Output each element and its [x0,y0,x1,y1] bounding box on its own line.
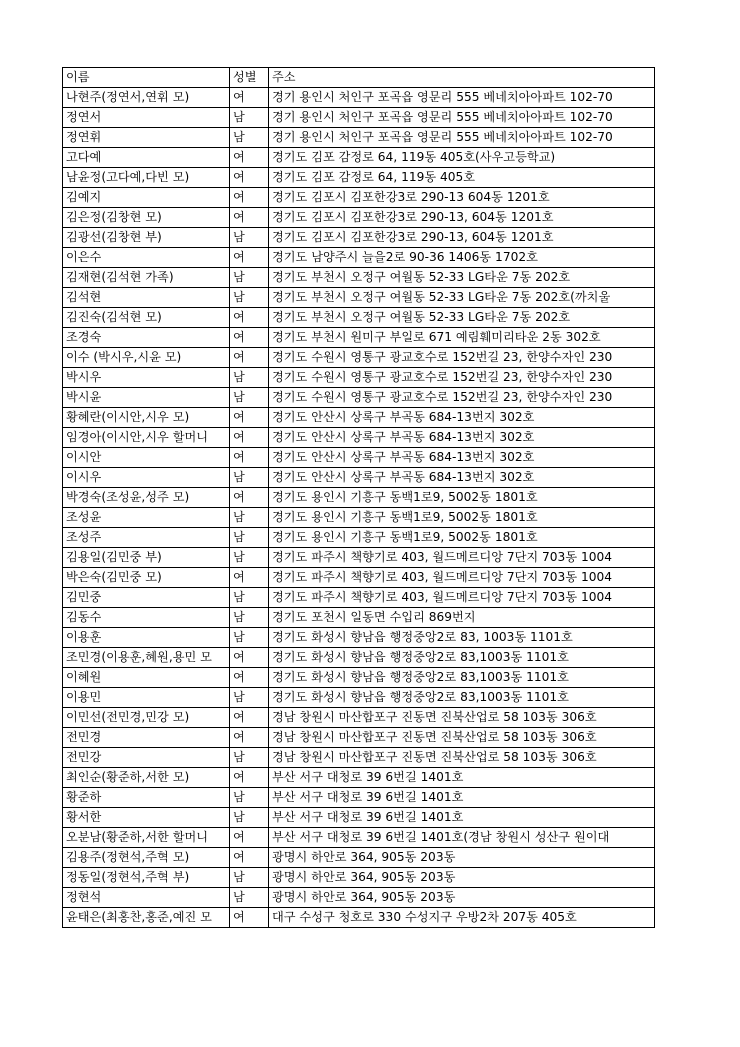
gender-cell[interactable]: 여 [230,708,269,728]
name-cell[interactable]: 이용훈 [63,628,230,648]
table-row [63,808,655,828]
table-row [63,668,655,688]
table-row [63,348,655,368]
name-cell[interactable]: 정연휘 [63,128,230,148]
gender-cell[interactable]: 여 [230,248,269,268]
address-cell[interactable]: 경기도 김포시 김포한강3로 290-13 604동 1201호 [269,188,655,208]
name-cell[interactable]: 전민경 [63,728,230,748]
address-cell[interactable]: 경기도 화성시 향남읍 행정중앙2로 83,1003동 1101호 [269,668,655,688]
address-cell[interactable]: 경기도 파주시 책향기로 403, 월드메르디앙 7단지 703동 1004 [269,548,655,568]
address-cell[interactable]: 경기도 남양주시 늘을2로 90-36 1406동 1702호 [269,248,655,268]
gender-cell[interactable]: 여 [230,408,269,428]
name-cell[interactable]: 오분남(황준하,서한 할머니 [63,828,230,848]
address-cell[interactable]: 경기도 부천시 원미구 부일로 671 예림훼미리타운 2동 302호 [269,328,655,348]
name-cell[interactable]: 조민경(이용훈,혜원,용민 모 [63,648,230,668]
table-row [63,308,655,328]
gender-cell[interactable]: 남 [230,608,269,628]
header-row [63,68,655,88]
address-cell[interactable]: 광명시 하안로 364, 905동 203동 [269,888,655,908]
table-row [63,648,655,668]
table-row [63,528,655,548]
name-cell[interactable]: 이시안 [63,448,230,468]
table-row [63,728,655,748]
table-row [63,888,655,908]
gender-cell[interactable]: 여 [230,188,269,208]
gender-cell[interactable]: 여 [230,308,269,328]
table-row [63,368,655,388]
name-cell[interactable]: 최인순(황준하,서한 모) [63,768,230,788]
name-cell[interactable]: 정현석 [63,888,230,908]
address-cell[interactable]: 경기도 용인시 기흥구 동백1로9, 5002동 1801호 [269,528,655,548]
address-cell[interactable]: 경기도 김포시 김포한강3로 290-13, 604동 1201호 [269,228,655,248]
gender-cell[interactable]: 남 [230,368,269,388]
table-row [63,288,655,308]
name-cell[interactable]: 이은수 [63,248,230,268]
name-cell[interactable]: 조성윤 [63,508,230,528]
address-cell[interactable]: 경기도 파주시 책향기로 403, 월드메르디앙 7단지 703동 1004 [269,568,655,588]
address-cell[interactable]: 경기도 용인시 기흥구 동백1로9, 5002동 1801호 [269,508,655,528]
table-row [63,468,655,488]
address-cell[interactable]: 부산 서구 대청로 39 6번길 1401호 [269,808,655,828]
address-cell[interactable]: 광명시 하안로 364, 905동 203동 [269,848,655,868]
gender-cell[interactable]: 여 [230,348,269,368]
gender-cell[interactable]: 여 [230,828,269,848]
header-address[interactable]: 주소 [269,68,655,88]
table-row [63,708,655,728]
name-cell[interactable]: 이용민 [63,688,230,708]
gender-cell[interactable]: 여 [230,728,269,748]
name-cell[interactable]: 김민중 [63,588,230,608]
table-row [63,188,655,208]
gender-cell[interactable]: 남 [230,548,269,568]
gender-cell[interactable]: 남 [230,508,269,528]
table-row [63,608,655,628]
address-cell[interactable]: 경기도 안산시 상록구 부곡동 684-13번지 302호 [269,428,655,448]
name-cell[interactable]: 황서한 [63,808,230,828]
address-cell[interactable]: 경기도 수원시 영통구 광교호수로 152번길 23, 한양수자인 230 [269,388,655,408]
gender-cell[interactable]: 여 [230,328,269,348]
gender-cell[interactable]: 남 [230,268,269,288]
address-cell[interactable]: 경기도 김포 감정로 64, 119동 405호(사우고등학교) [269,148,655,168]
name-cell[interactable]: 김석현 [63,288,230,308]
gender-cell[interactable]: 여 [230,668,269,688]
header-name[interactable]: 이름 [63,68,230,88]
table-row [63,108,655,128]
table-row [63,868,655,888]
gender-cell[interactable]: 여 [230,908,269,928]
table-row [63,548,655,568]
gender-cell[interactable]: 남 [230,748,269,768]
table-row [63,408,655,428]
gender-cell[interactable]: 여 [230,768,269,788]
address-cell[interactable]: 경기도 부천시 오정구 여월동 52-33 LG타운 7동 202호 [269,308,655,328]
gender-cell[interactable]: 남 [230,468,269,488]
name-cell[interactable]: 남윤정(고다예,다빈 모) [63,168,230,188]
gender-cell[interactable]: 남 [230,388,269,408]
table-row [63,208,655,228]
gender-cell[interactable]: 남 [230,228,269,248]
name-cell[interactable]: 임경아(이시안,시우 할머니 [63,428,230,448]
gender-cell[interactable]: 여 [230,648,269,668]
gender-cell[interactable]: 여 [230,208,269,228]
address-cell[interactable]: 부산 서구 대청로 39 6번길 1401호 [269,788,655,808]
name-cell[interactable]: 김예지 [63,188,230,208]
name-cell[interactable]: 조성주 [63,528,230,548]
address-cell[interactable]: 경기도 부천시 오정구 여월동 52-33 LG타운 7동 202호 [269,268,655,288]
table-row [63,508,655,528]
address-cell[interactable]: 광명시 하안로 364, 905동 203동 [269,868,655,888]
gender-cell[interactable]: 남 [230,288,269,308]
address-cell[interactable]: 부산 서구 대청로 39 6번길 1401호 [269,768,655,788]
address-cell[interactable]: 경기도 화성시 향남읍 행정중앙2로 83,1003동 1101호 [269,688,655,708]
gender-cell[interactable]: 여 [230,168,269,188]
address-cell[interactable]: 경기 용인시 처인구 포곡읍 영문리 555 베네치아아파트 102-70 [269,108,655,128]
address-cell[interactable]: 대구 수성구 청호로 330 수성지구 우방2차 207동 405호 [269,908,655,928]
table-row [63,788,655,808]
address-cell[interactable]: 경기도 수원시 영통구 광교호수로 152번길 23, 한양수자인 230 [269,368,655,388]
table-row [63,128,655,148]
address-cell[interactable]: 경기도 안산시 상록구 부곡동 684-13번지 302호 [269,448,655,468]
name-cell[interactable]: 박은숙(김민중 모) [63,568,230,588]
name-cell[interactable]: 황혜란(이시안,시우 모) [63,408,230,428]
table-row [63,848,655,868]
gender-cell[interactable]: 여 [230,488,269,508]
table-row [63,148,655,168]
name-cell[interactable]: 김재현(김석현 가족) [63,268,230,288]
table-row [63,248,655,268]
gender-cell[interactable]: 남 [230,788,269,808]
address-cell[interactable]: 부산 서구 대청로 39 6번길 1401호(경남 창원시 성산구 원이대 [269,828,655,848]
address-cell[interactable]: 경기도 파주시 책향기로 403, 월드메르디앙 7단지 703동 1004 [269,588,655,608]
address-cell[interactable]: 경기도 포천시 일동면 수입리 869번지 [269,608,655,628]
address-cell[interactable]: 경기 용인시 처인구 포곡읍 영문리 555 베네치아아파트 102-70 [269,128,655,148]
table-row [63,908,655,928]
name-cell[interactable]: 김은정(김창현 모) [63,208,230,228]
address-cell[interactable]: 경기도 부천시 오정구 여월동 52-33 LG타운 7동 202호(까치울 [269,288,655,308]
name-cell[interactable]: 박시윤 [63,388,230,408]
gender-cell[interactable]: 남 [230,808,269,828]
gender-cell[interactable]: 남 [230,588,269,608]
name-cell[interactable]: 황준하 [63,788,230,808]
table-row [63,748,655,768]
name-cell[interactable]: 이혜원 [63,668,230,688]
table-row [63,588,655,608]
name-cell[interactable]: 김광선(김창현 부) [63,228,230,248]
name-cell[interactable]: 정연서 [63,108,230,128]
gender-cell[interactable]: 남 [230,888,269,908]
table-row [63,328,655,348]
name-cell[interactable]: 전민강 [63,748,230,768]
gender-cell[interactable]: 남 [230,688,269,708]
name-cell[interactable]: 김용주(정현석,주혁 모) [63,848,230,868]
table-row [63,388,655,408]
name-cell[interactable]: 이민선(전민경,민강 모) [63,708,230,728]
address-cell[interactable]: 경기도 수원시 영통구 광교호수로 152번길 23, 한양수자인 230 [269,348,655,368]
gender-cell[interactable]: 여 [230,88,269,108]
name-cell[interactable]: 조경숙 [63,328,230,348]
address-cell[interactable]: 경기도 화성시 향남읍 행정중앙2로 83,1003동 1101호 [269,648,655,668]
address-cell[interactable]: 경기도 안산시 상록구 부곡동 684-13번지 302호 [269,408,655,428]
table-row [63,88,655,108]
name-cell[interactable]: 고다예 [63,148,230,168]
table-body [63,88,655,928]
name-cell[interactable]: 이수 (박시우,시윤 모) [63,348,230,368]
header-gender[interactable]: 성별 [230,68,269,88]
address-cell[interactable]: 경기 용인시 처인구 포곡읍 영문리 555 베네치아아파트 102-70 [269,88,655,108]
address-cell[interactable]: 경남 창원시 마산합포구 진동면 진북산업로 58 103동 306호 [269,748,655,768]
address-cell[interactable]: 경남 창원시 마산합포구 진동면 진북산업로 58 103동 306호 [269,728,655,748]
name-cell[interactable]: 나현주(정연서,연휘 모) [63,88,230,108]
table-row [63,568,655,588]
gender-cell[interactable]: 여 [230,568,269,588]
gender-cell[interactable]: 여 [230,148,269,168]
address-cell[interactable]: 경남 창원시 마산합포구 진동면 진북산업로 58 103동 306호 [269,708,655,728]
gender-cell[interactable]: 남 [230,528,269,548]
table-row [63,448,655,468]
address-cell[interactable]: 경기도 김포 감정로 64, 119동 405호 [269,168,655,188]
contact-table [62,67,655,928]
gender-cell[interactable]: 남 [230,628,269,648]
name-cell[interactable]: 김진숙(김석현 모) [63,308,230,328]
address-cell[interactable]: 경기도 김포시 김포한강3로 290-13, 604동 1201호 [269,208,655,228]
table-row [63,628,655,648]
name-cell[interactable]: 박경숙(조성윤,성주 모) [63,488,230,508]
gender-cell[interactable]: 여 [230,448,269,468]
name-cell[interactable]: 정동일(정현석,주혁 부) [63,868,230,888]
gender-cell[interactable]: 남 [230,128,269,148]
name-cell[interactable]: 김용일(김민중 부) [63,548,230,568]
gender-cell[interactable]: 여 [230,848,269,868]
gender-cell[interactable]: 남 [230,868,269,888]
gender-cell[interactable]: 여 [230,428,269,448]
table-row [63,488,655,508]
table-row [63,168,655,188]
table-row [63,768,655,788]
table-row [63,828,655,848]
table-row [63,268,655,288]
table-row [63,428,655,448]
table-row [63,228,655,248]
name-cell[interactable]: 박시우 [63,368,230,388]
name-cell[interactable]: 김동수 [63,608,230,628]
table-row [63,688,655,708]
name-cell[interactable]: 이시우 [63,468,230,488]
name-cell[interactable]: 윤태은(최홍찬,홍준,예진 모 [63,908,230,928]
gender-cell[interactable]: 남 [230,108,269,128]
address-cell[interactable]: 경기도 용인시 기흥구 동백1로9, 5002동 1801호 [269,488,655,508]
address-cell[interactable]: 경기도 안산시 상록구 부곡동 684-13번지 302호 [269,468,655,488]
address-cell[interactable]: 경기도 화성시 향남읍 행정중앙2로 83, 1003동 1101호 [269,628,655,648]
